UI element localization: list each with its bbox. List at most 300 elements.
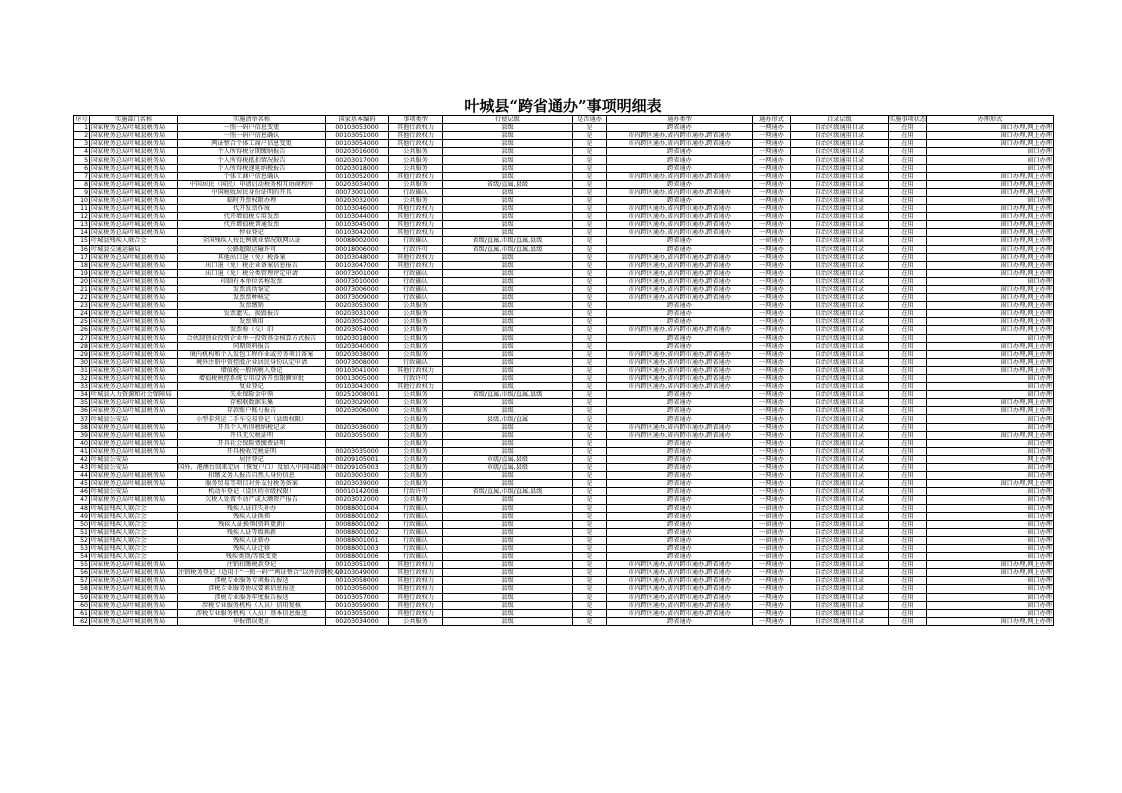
cell-col-item-name: 个人所得税抵扣情况报告 [178,156,326,164]
cell-col-type: 公共服务 [389,326,443,334]
cell-col-level: 市级/直属,县级 [443,455,573,463]
cell-col-handling: 窗口办理,网上办理 [927,172,1054,180]
cell-col-level: 县级 [443,423,573,431]
table-row [74,536,1054,544]
cell-col-cross-type: 市内跨区通办,省内跨市通办,跨省通办 [607,205,753,213]
cell-col-department: 国家税务总局叶城县税务局 [90,302,178,310]
table-row [74,253,1054,261]
cell-col-seq: 30 [74,358,90,366]
cell-col-is-cross: 是 [573,472,607,480]
header-col-catalog: 目录层级 [791,116,889,124]
cell-col-handling: 窗口办理 [927,196,1054,204]
cell-col-catalog: 自治区级通用目录 [791,196,889,204]
cell-col-level: 县级 [443,221,573,229]
cell-col-item-name: 复业登记 [178,383,326,391]
cell-col-catalog: 自治区级通用目录 [791,391,889,399]
cell-col-type: 行政确认 [389,188,443,196]
cell-col-form: 一窗通办 [753,520,791,528]
cell-col-item-name: 残疾人证迁移 [178,544,326,552]
cell-col-status: 在用 [889,585,927,593]
cell-col-handling: 窗口办理 [927,496,1054,504]
cell-col-cross-type: 市内跨区通办,省内跨市通办,跨省通办 [607,269,753,277]
cell-col-code: 00103049000 [326,569,389,577]
cell-col-code: 00088001002 [326,528,389,536]
cell-col-seq: 32 [74,375,90,383]
cell-col-form: 一窗通办 [753,544,791,552]
cell-col-level: 县级 [443,277,573,285]
cell-col-is-cross: 是 [573,213,607,221]
cell-col-code: 00088001003 [326,544,389,552]
cell-col-seq: 49 [74,512,90,520]
cell-col-level: 县级 [443,504,573,512]
cell-col-handling: 窗口办理 [927,464,1054,472]
cell-col-type: 其他行政权力 [389,609,443,617]
cell-col-department: 国家税务总局叶城县税务局 [90,132,178,140]
cell-col-status: 在用 [889,221,927,229]
cell-col-handling: 窗口办理,网上办理 [927,358,1054,366]
header-col-code: 国家基本编码 [326,116,389,124]
table-row [74,601,1054,609]
cell-col-handling: 窗口办理,网上办理 [927,366,1054,374]
cell-col-is-cross: 是 [573,544,607,552]
cell-col-handling: 窗口办理 [927,415,1054,423]
table-row [74,261,1054,269]
cell-col-cross-type: 市内跨区通办,省内跨市通办,跨省通办 [607,253,753,261]
cell-col-item-name: 合伙制创业投资企业单一投资基金核算方式报告 [178,334,326,342]
cell-col-handling: 窗口办理 [927,536,1054,544]
cell-col-cross-type: 市内跨区通办,省内跨市通办,跨省通办 [607,285,753,293]
cell-col-department: 国家税务总局叶城县税务局 [90,472,178,480]
cell-col-form: 一网通办 [753,302,791,310]
cell-col-form: 一网通办 [753,464,791,472]
cell-col-seq: 4 [74,148,90,156]
cell-col-item-name: 开具社会保险费缴费证明 [178,439,326,447]
header-col-type: 事项类型 [389,116,443,124]
cell-col-is-cross: 是 [573,617,607,625]
cell-col-item-name: 机动车登记（设区的市级权限） [178,488,326,496]
cell-col-seq: 26 [74,326,90,334]
cell-col-form: 一网通办 [753,423,791,431]
cell-col-handling: 窗口办理 [927,439,1054,447]
cell-col-item-name: 注销税务登记（适用于“一照一码”“两证整合”以外的纳税人） [178,569,346,577]
cell-col-type: 行政确认 [389,520,443,528]
cell-col-form: 一网通办 [753,496,791,504]
cell-col-department: 国家税务总局叶城县税务局 [90,561,178,569]
cell-col-catalog: 自治区级通用目录 [791,318,889,326]
cell-col-form: 一网通办 [753,156,791,164]
cell-col-level: 县级 [443,601,573,609]
cell-col-status: 在用 [889,285,927,293]
cell-col-item-name: 申报错误更正 [178,617,326,625]
cell-col-cross-type: 跨省通办 [607,156,753,164]
cell-col-seq: 14 [74,229,90,237]
cell-col-department: 国家税务总局叶城县税务局 [90,156,178,164]
cell-col-item-name: 开具无欠税证明 [178,431,326,439]
cell-col-type: 公共服务 [389,302,443,310]
cell-col-code: 00103057000 [326,593,389,601]
cell-col-status: 在用 [889,464,927,472]
cell-col-seq: 24 [74,310,90,318]
cell-col-department: 叶城县残疾人联合会 [90,237,178,245]
cell-col-status: 在用 [889,415,927,423]
table-row [74,455,1054,463]
cell-col-is-cross: 是 [573,180,607,188]
cell-col-item-name: 增值税一般纳税人登记 [178,366,326,374]
cell-col-is-cross: 是 [573,310,607,318]
cell-col-status: 在用 [889,504,927,512]
cell-col-status: 在用 [889,124,927,132]
cell-col-type: 其他行政权力 [389,561,443,569]
cell-col-type: 公共服务 [389,318,443,326]
table-row [74,124,1054,132]
cell-col-catalog: 自治区级通用目录 [791,156,889,164]
cell-col-level: 县级 [443,472,573,480]
cell-col-department: 国家税务总局叶城县税务局 [90,229,178,237]
cell-col-item-name: 印制有本单位名称发票 [178,277,326,285]
cell-col-level: 县级 [443,326,573,334]
cell-col-department: 国家税务总局叶城县税务局 [90,609,178,617]
cell-col-item-name: 国外、港澳台回来定居（恢复户口）及加入中国国籍落户 [178,464,333,472]
cell-col-form: 一网通办 [753,229,791,237]
cell-col-is-cross: 是 [573,326,607,334]
cell-col-department: 国家税务总局叶城县税务局 [90,350,178,358]
cell-col-is-cross: 是 [573,261,607,269]
cell-col-item-name: 同期资料报告 [178,342,326,350]
cell-col-seq: 37 [74,415,90,423]
table-row [74,561,1054,569]
cell-col-seq: 38 [74,423,90,431]
cell-col-form: 一网通办 [753,334,791,342]
cell-col-handling: 窗口办理,网上办理 [927,617,1054,625]
cell-col-is-cross: 是 [573,164,607,172]
cell-col-department: 国家税务总局叶城县税务局 [90,172,178,180]
cell-col-level: 县级 [443,577,573,585]
cell-col-department: 国家税务总局叶城县税务局 [90,399,178,407]
cell-col-cross-type: 跨省通办 [607,318,753,326]
cell-col-type: 公共服务 [389,407,443,415]
cell-col-type: 行政许可 [389,488,443,496]
cell-col-item-name: 发票验（交）旧 [178,326,326,334]
cell-col-catalog: 自治区级通用目录 [791,205,889,213]
cell-col-form: 一窗通办 [753,536,791,544]
cell-col-department: 国家税务总局叶城县税务局 [90,593,178,601]
cell-col-cross-type: 跨省通办 [607,617,753,625]
cell-col-seq: 19 [74,269,90,277]
cell-col-seq: 40 [74,439,90,447]
cell-col-item-name: 存根联数据采集 [178,399,326,407]
cell-col-cross-type: 跨省通办 [607,124,753,132]
cell-col-code: 00103045000 [326,221,389,229]
cell-col-handling: 窗口办理 [927,601,1054,609]
cell-col-is-cross: 是 [573,585,607,593]
cell-col-department: 国家税务总局叶城县税务局 [90,326,178,334]
cell-col-code: 00203034000 [326,180,389,188]
cell-col-cross-type: 跨省通办 [607,302,753,310]
cell-col-status: 在用 [889,350,927,358]
table-row [74,334,1054,342]
table-row [74,399,1054,407]
cell-col-handling: 窗口办理 [927,164,1054,172]
cell-col-status: 在用 [889,261,927,269]
cell-col-catalog: 自治区级通用目录 [791,561,889,569]
cell-col-catalog: 自治区级通用目录 [791,310,889,318]
cell-col-status: 在用 [889,237,927,245]
cell-col-catalog: 自治区级通用目录 [791,577,889,585]
cell-col-seq: 55 [74,561,90,569]
cell-col-level: 县级 [443,399,573,407]
cell-col-code: 00018006000 [326,245,389,253]
cell-col-is-cross: 是 [573,350,607,358]
table-row [74,310,1054,318]
cell-col-status: 在用 [889,148,927,156]
cell-col-cross-type: 跨省通办 [607,148,753,156]
cell-col-type: 行政确认 [389,528,443,536]
cell-col-cross-type: 市内跨区通办,省内跨市通办,跨省通办 [607,358,753,366]
table-row [74,164,1054,172]
cell-col-item-name: 代开发票作废 [178,205,326,213]
cell-col-cross-type: 市内跨区通办,省内跨市通办,跨省通办 [607,221,753,229]
cell-col-catalog: 自治区级通用目录 [791,520,889,528]
cell-col-form: 一网通办 [753,480,791,488]
cell-col-handling: 窗口办理 [927,577,1054,585]
cell-col-seq: 8 [74,180,90,188]
cell-col-catalog: 自治区级通用目录 [791,269,889,277]
cell-col-type: 行政许可 [389,245,443,253]
cell-col-seq: 50 [74,520,90,528]
cell-col-code: 00103059000 [326,601,389,609]
cell-col-is-cross: 是 [573,156,607,164]
cell-col-seq: 60 [74,601,90,609]
cell-col-is-cross: 是 [573,302,607,310]
table-row [74,569,1054,577]
cell-col-department: 国家税务总局叶城县税务局 [90,496,178,504]
cell-col-item-name: 境外注册中资控股企业居民身份认定申请 [178,358,326,366]
cell-col-department: 国家税务总局叶城县税务局 [90,180,178,188]
cell-col-status: 在用 [889,544,927,552]
table-row [74,488,1054,496]
cell-col-level: 县级 [443,164,573,172]
cell-col-catalog: 自治区级通用目录 [791,164,889,172]
cell-col-code: 00103051000 [326,132,389,140]
cell-col-form: 一网通办 [753,350,791,358]
cell-col-cross-type: 跨省通办 [607,496,753,504]
cell-col-form: 一网通办 [753,261,791,269]
cell-col-seq: 56 [74,569,90,577]
table-row [74,221,1054,229]
cell-col-department: 国家税务总局叶城县税务局 [90,253,178,261]
cell-col-type: 公共服务 [389,310,443,318]
cell-col-item-name: 残疾人证换领 [178,512,326,520]
cell-col-status: 在用 [889,488,927,496]
cell-col-type: 公共服务 [389,423,443,431]
cell-col-handling: 窗口办理,网上办理 [927,221,1054,229]
cell-col-form: 一网通办 [753,561,791,569]
cell-col-type: 其他行政权力 [389,585,443,593]
table-row [74,512,1054,520]
cell-col-seq: 58 [74,585,90,593]
cell-col-code: 00203029000 [326,399,389,407]
cell-col-level: 县级 [443,512,573,520]
cell-col-department: 国家税务总局叶城县税务局 [90,585,178,593]
cell-col-form: 一网通办 [753,399,791,407]
cell-col-seq: 47 [74,496,90,504]
cell-col-level: 县级 [443,528,573,536]
cell-col-is-cross: 是 [573,399,607,407]
cell-col-item-name: 残疾人证新办 [178,536,326,544]
cell-col-cross-type: 市内跨区通办,省内跨市通办,跨省通办 [607,609,753,617]
cell-col-code: 00073010000 [326,277,389,285]
cell-col-handling: 窗口办理 [927,520,1054,528]
cell-col-department: 叶城县残疾人联合会 [90,528,178,536]
cell-col-is-cross: 是 [573,447,607,455]
cell-col-catalog: 自治区级通用目录 [791,285,889,293]
cell-col-department: 国家税务总局叶城县税务局 [90,447,178,455]
cell-col-is-cross: 是 [573,439,607,447]
cell-col-department: 国家税务总局叶城县税务局 [90,480,178,488]
table-row [74,423,1054,431]
cell-col-level: 县级 [443,366,573,374]
cell-col-level: 县级 [443,544,573,552]
cell-col-cross-type: 跨省通办 [607,472,753,480]
table-row [74,318,1054,326]
cell-col-status: 在用 [889,561,927,569]
cell-col-handling: 窗口办理,网上办理 [927,326,1054,334]
cell-col-catalog: 自治区级通用目录 [791,439,889,447]
cell-col-level: 县级 [443,431,573,439]
cell-col-level: 县级 [443,536,573,544]
cell-col-status: 在用 [889,358,927,366]
cell-col-level: 县级 [443,447,573,455]
cell-col-catalog: 自治区级通用目录 [791,431,889,439]
cell-col-cross-type: 市内跨区通办,省内跨市通办,跨省通办 [607,277,753,285]
cell-col-code: 00010142008 [326,488,389,496]
table-row [74,593,1054,601]
cell-col-catalog: 自治区级通用目录 [791,229,889,237]
cell-col-is-cross: 是 [573,245,607,253]
cell-col-seq: 10 [74,196,90,204]
cell-col-is-cross: 是 [573,237,607,245]
table-row [74,472,1054,480]
cell-col-status: 在用 [889,164,927,172]
cell-col-form: 一窗通办 [753,504,791,512]
cell-col-type: 行政确认 [389,277,443,285]
cell-col-is-cross: 是 [573,520,607,528]
cell-col-catalog: 自治区级通用目录 [791,148,889,156]
cell-col-code: 00088001006 [326,553,389,561]
cell-col-catalog: 自治区级通用目录 [791,383,889,391]
cell-col-status: 在用 [889,310,927,318]
cell-col-handling: 窗口办理 [927,148,1054,156]
cell-col-code: 00203034000 [326,617,389,625]
cell-col-item-name: 残疾人证换领(资料更新) [178,520,326,528]
cell-col-status: 在用 [889,326,927,334]
cell-col-catalog: 自治区级通用目录 [791,140,889,148]
cell-col-seq: 15 [74,237,90,245]
cell-col-form: 一网通办 [753,342,791,350]
cell-col-form: 一网通办 [753,577,791,585]
cell-col-level: 县级 [443,358,573,366]
cell-col-is-cross: 是 [573,277,607,285]
cell-col-cross-type: 市内跨区通办,省内跨市通办,跨省通办 [607,366,753,374]
cell-col-cross-type: 跨省通办 [607,334,753,342]
cell-col-level: 县级 [443,148,573,156]
cell-col-seq: 45 [74,480,90,488]
cell-col-code: 00103043000 [326,383,389,391]
cell-col-type: 其他行政权力 [389,213,443,221]
cell-col-cross-type: 市内跨区通办,省内跨市通办,跨省通办 [607,326,753,334]
cell-col-seq: 7 [74,172,90,180]
cell-col-catalog: 自治区级通用目录 [791,415,889,423]
table-row [74,213,1054,221]
cell-col-is-cross: 是 [573,431,607,439]
cell-col-item-name: 发票缴销 [178,302,326,310]
cell-col-handling: 窗口办理 [927,528,1054,536]
cell-col-level: 省级/直属,市级/直属,县级 [443,245,573,253]
cell-col-code: 00203006000 [326,407,389,415]
cell-col-code: 00073001000 [326,269,389,277]
cell-col-cross-type: 跨省通办 [607,180,753,188]
cell-col-catalog: 自治区级通用目录 [791,553,889,561]
cell-col-catalog: 自治区级通用目录 [791,455,889,463]
cell-col-form: 一网通办 [753,132,791,140]
cell-col-cross-type: 市内跨区通办,省内跨市通办,跨省通办 [607,140,753,148]
cell-col-cross-type: 跨省通办 [607,512,753,520]
header-col-cross-type: 通办类型 [607,116,753,124]
cell-col-code: 00103054000 [326,140,389,148]
cell-col-code: 00203016000 [326,148,389,156]
cell-col-type: 公共服务 [389,447,443,455]
cell-col-catalog: 自治区级通用目录 [791,569,889,577]
cell-col-item-name: 停业登记 [178,229,326,237]
cell-col-code: 00088002000 [326,237,389,245]
cell-col-handling: 网上办理 [927,455,1054,463]
header-row [74,116,1054,124]
cell-col-handling: 窗口办理,网上办理 [927,310,1054,318]
table-row [74,617,1054,625]
cell-col-item-name: 开具个人所得税纳税记录 [178,423,326,431]
cell-col-level: 县级 [443,617,573,625]
cell-col-status: 在用 [889,593,927,601]
table-row [74,480,1054,488]
cell-col-status: 在用 [889,132,927,140]
header-col-item-name: 实施清单名称 [178,116,326,124]
cell-col-code: 00103046000 [326,205,389,213]
cell-col-item-name: 失业保险金申领 [178,391,326,399]
cell-col-seq: 5 [74,156,90,164]
cell-col-cross-type: 跨省通办 [607,528,753,536]
cell-col-catalog: 自治区级通用目录 [791,326,889,334]
cell-col-level: 省级/直属,市级/直属,县级 [443,391,573,399]
cell-col-item-name: 发票领用 [178,318,326,326]
cell-col-handling: 窗口办理,网上办理 [927,140,1054,148]
cell-col-handling: 窗口办理,网上办理 [927,132,1054,140]
cell-col-code: 00103052000 [326,172,389,180]
cell-col-catalog: 自治区级通用目录 [791,464,889,472]
cell-col-code: 00073001000 [326,188,389,196]
cell-col-code: 00103056000 [326,585,389,593]
cell-col-code: 00203031000 [326,310,389,318]
cell-col-type: 其他行政权力 [389,366,443,374]
cell-col-seq: 52 [74,536,90,544]
cell-col-type: 公共服务 [389,455,443,463]
cell-col-catalog: 自治区级通用目录 [791,496,889,504]
cell-col-catalog: 自治区级通用目录 [791,221,889,229]
cell-col-department: 国家税务总局叶城县税务局 [90,164,178,172]
cell-col-type: 其他行政权力 [389,205,443,213]
cell-col-handling: 窗口办理,网上办理 [927,399,1054,407]
cell-col-cross-type: 跨省通办 [607,342,753,350]
cell-col-item-name: 个人所得税递延纳税报告 [178,164,326,172]
